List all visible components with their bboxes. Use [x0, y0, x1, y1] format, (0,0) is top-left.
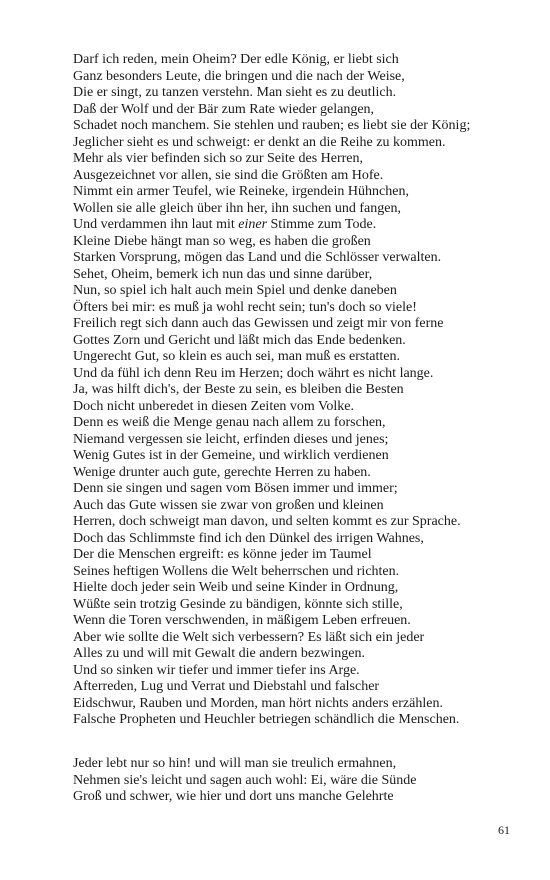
verse-line: Und so sinken wir tiefer und immer tiefer ins Arge. — [73, 662, 360, 678]
verse-line: Wenige drunter auch gute, gerechte Herren zu haben. — [73, 464, 371, 480]
verse-stanza — [73, 756, 533, 806]
verse-line — [73, 217, 533, 234]
verse-line: Nimmt ein armer Teufel, wie Reineke, irgendein Hühnchen, — [73, 184, 409, 199]
verse-line: Darf ich reden, mein Oheim? Der edle König, er liebt sich — [73, 52, 399, 67]
verse-line: Mehr als vier befinden sich so zur Seite des Herren, — [73, 151, 364, 166]
verse-line: Wenig Gutes ist in der Gemeine, und wirklich verdienen — [73, 448, 389, 463]
verse-line: Denn sie singen und sagen vom Bösen immer und immer; — [73, 481, 398, 496]
verse-line: Wollen sie alle gleich über ihn her, ihn suchen und fangen, — [73, 200, 401, 216]
verse-line: Niemand vergessen sie leicht, erfinden dieses und jenes; — [73, 431, 389, 447]
verse-line: Seines heftigen Wollens die Welt beherrschen und richten. — [73, 563, 400, 579]
verse-line: Ungerecht Gut, so klein es auch sei, man muß es erstatten. — [73, 349, 400, 364]
verse-line: Doch das Schlimmste find ich den Dünkel des irrigen Wahnes, — [73, 530, 424, 546]
verse-line: Afterreden, Lug und Verrat und Diebstahl und falscher — [73, 679, 380, 694]
verse-text: Stimme zum Tode. — [267, 217, 377, 232]
verse-line: Groß und schwer, wie hier und dort uns manche Gelehrte — [73, 789, 394, 804]
verse-line: Gottes Zorn und Gericht und läßt mich das Ende bedenken. — [73, 332, 406, 348]
verse-line: Daß der Wolf und der Bär zum Rate wieder gelangen, — [73, 101, 375, 117]
verse-line: Nehmen sie's leicht und sagen auch wohl: Ei, wäre die Sünde — [73, 772, 417, 788]
verse-line: Ja, was hilft dich's, der Beste zu sein, es bleiben die Besten — [73, 382, 404, 397]
emphasized-word: einer — [238, 217, 268, 232]
verse-line: Doch nicht unberedet in diesen Zeiten vom Volke. — [73, 398, 354, 414]
verse-line: Kleine Diebe hängt man so weg, es haben die großen — [73, 233, 371, 249]
verse-line: Aber wie sollte die Welt sich verbessern? Es läßt sich ein jeder — [73, 629, 425, 645]
page-number: 61 — [498, 823, 510, 837]
verse-line: Freilich regt sich dann auch das Gewissen und zeigt mir von ferne — [73, 316, 444, 331]
verse-line: Denn es weiß die Menge genau nach allem zu forschen, — [73, 415, 386, 430]
verse-text: Und verdammen ihn laut mit — [73, 217, 239, 232]
verse-line: Ausgezeichnet vor allen, sie sind die Größten am Hofe. — [73, 167, 384, 183]
verse-line: Öfters bei mir: es muß ja wohl recht sein; tun's doch so viele! — [73, 299, 417, 315]
verse-line: Der die Menschen ergreift: es könne jeder im Taumel — [73, 547, 372, 562]
verse-line: Sehet, Oheim, bemerk ich nun das und sinne darüber, — [73, 266, 373, 282]
verse-line: Nun, so spiel ich halt auch mein Spiel und denke daneben — [73, 283, 397, 298]
verse-stanza — [73, 52, 533, 729]
verse-line: Und da fühl ich denn Reu im Herzen; doch währt es nicht lange. — [73, 365, 434, 381]
verse-line: Die er singt, zu tanzen verstehn. Man sieht es zu deutlich. — [73, 85, 397, 100]
verse-line: Eidschwur, Rauben und Morden, man hört nichts anders erzählen. — [73, 695, 443, 711]
verse-line: Auch das Gute wissen sie zwar von großen und kleinen — [73, 497, 384, 513]
verse-line: Jeder lebt nur so hin! und will man sie treulich ermahnen, — [73, 756, 397, 771]
verse-line: Ganz besonders Leute, die bringen und die nach der Weise, — [73, 68, 405, 84]
verse-line: Starken Vorsprung, mögen das Land und die Schlösser verwalten. — [73, 250, 442, 265]
verse-line: Schadet noch manchem. Sie stehlen und rauben; es liebt sie der König; — [73, 118, 471, 133]
verse-line: Alles zu und will mit Gewalt die andern bezwingen. — [73, 646, 365, 661]
verse-line: Wenn die Toren verschwenden, in mäßigem Leben erfreuen. — [73, 613, 411, 628]
verse-line: Herren, doch schweigt man davon, und selten kommt es zur Sprache. — [73, 514, 461, 529]
verse-line: Hielte doch jeder sein Weib und seine Kinder in Ordnung, — [73, 580, 399, 595]
verse-line: Falsche Propheten und Heuchler betriegen schändlich die Menschen. — [73, 712, 460, 727]
verse-line: Wüßte sein trotzig Gesinde zu bändigen, könnte sich stille, — [73, 596, 403, 612]
verse-line: Jeglicher sieht es und schweigt: er denkt an die Reihe zu kommen. — [73, 134, 446, 150]
